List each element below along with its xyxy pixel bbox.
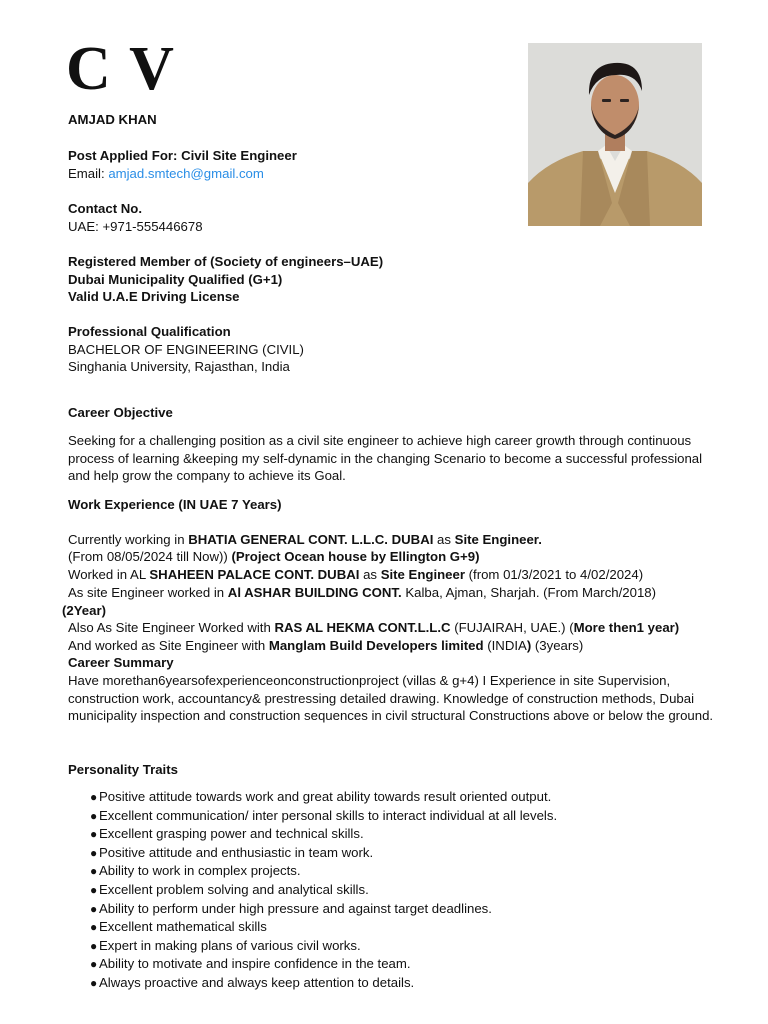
bullet-icon: ● [90, 864, 98, 879]
bullet-icon: ● [90, 790, 98, 804]
objective-heading: Career Objective [68, 405, 173, 420]
work-line-al-ashar-duration: (2Year) [62, 603, 106, 618]
work-line-shaheen: Worked in AL SHAHEEN PALACE CONT. DUBAI as Site Engineer (from 01/3/2021 to 4/02/2024) [68, 567, 644, 582]
bullet-icon: ● [90, 975, 98, 990]
candidate-name: AMJAD KHAN [68, 112, 157, 127]
email-label: Email: [68, 166, 109, 181]
traits-list [90, 788, 557, 993]
summary-text: Have morethan6yearsofexperienceonconstructionproject (villas & g+4) I Experience in site Supervision, construction work, accountancy& prestressing detailed drawing. Knowledge of construction methods, Dubai municipality inspection and construction sequences in civil structural Constructions above or below the ground. [68, 673, 714, 723]
credential-dubai-municipality: Dubai Municipality Qualified (G+1) [68, 272, 283, 287]
list-item: ● Excellent problem solving and analytical skills. [90, 881, 557, 900]
work-line-al-ashar: As site Engineer worked in Al ASHAR BUILDING CONT. Kalba, Ajman, Sharjah. (From March/2018) [68, 585, 657, 600]
credential-driving-license: Valid U.A.E Driving License [68, 289, 240, 304]
bullet-icon: ● [90, 845, 98, 860]
work-line-ras-al-hekma: Also As Site Engineer Worked with RAS AL HEKMA CONT.L.L.C (FUJAIRAH, UAE.) (More then1 year) [68, 620, 680, 635]
list-item: ● Always proactive and always keep attention to details. [90, 974, 557, 993]
bullet-icon: ● [90, 957, 98, 972]
contact-phone: UAE: +971-555446678 [68, 219, 203, 234]
list-item: ● Positive attitude towards work and great ability towards result oriented output. [90, 788, 557, 807]
bullet-icon: ● [90, 882, 98, 897]
post-applied: Post Applied For: Civil Site Engineer [68, 148, 297, 163]
bullet-icon: ● [90, 808, 98, 823]
qualification-university: Singhania University, Rajasthan, India [68, 359, 290, 374]
bullet-icon: ● [90, 901, 98, 916]
work-line-bhatia: Currently working in BHATIA GENERAL CONT. L.L.C. DUBAI as Site Engineer. [68, 532, 542, 547]
contact-heading: Contact No. [68, 201, 142, 216]
list-item: ● Excellent mathematical skills [90, 918, 557, 937]
bullet-icon: ● [90, 920, 98, 935]
work-heading: Work Experience (IN UAE 7 Years) [68, 497, 282, 512]
list-item: ● Ability to motivate and inspire confidence in the team. [90, 955, 557, 974]
list-item: ● Excellent grasping power and technical skills. [90, 825, 557, 844]
work-line-manglam: And worked as Site Engineer with Manglam Build Developers limited (INDIA) (3years) [68, 638, 584, 653]
list-item: ● Expert in making plans of various civil works. [90, 937, 557, 956]
profile-photo [528, 43, 702, 226]
summary-heading: Career Summary [68, 655, 174, 670]
cv-title: C V [66, 35, 176, 103]
objective-text: Seeking for a challenging position as a civil site engineer to achieve high career growth through continuous process of learning &keeping my self-dynamic in the changing Scenario to become a successful professional and help grow the company to achieve its Goal. [68, 433, 703, 483]
list-item: ● Ability to work in complex projects. [90, 862, 557, 881]
email-line [68, 165, 264, 183]
bullet-icon: ● [90, 827, 98, 842]
list-item: ● Ability to perform under high pressure and against target deadlines. [90, 900, 557, 919]
work-line-bhatia-project: (From 08/05/2024 till Now)) (Project Ocean house by Ellington G+9) [68, 549, 480, 564]
list-item: ● Positive attitude and enthusiastic in team work. [90, 844, 557, 863]
traits-heading: Personality Traits [68, 762, 178, 777]
bullet-icon: ● [90, 938, 98, 953]
list-item: ● Excellent communication/ inter personal skills to interact individual at all levels. [90, 807, 557, 826]
qualification-heading: Professional Qualification [68, 324, 231, 339]
credential-society: Registered Member of (Society of engineers–UAE) [68, 254, 384, 269]
profile-photo-illustration [528, 43, 702, 226]
qualification-degree: BACHELOR OF ENGINEERING (CIVIL) [68, 342, 304, 357]
email-link[interactable]: amjad.smtech@gmail.com [108, 166, 264, 181]
